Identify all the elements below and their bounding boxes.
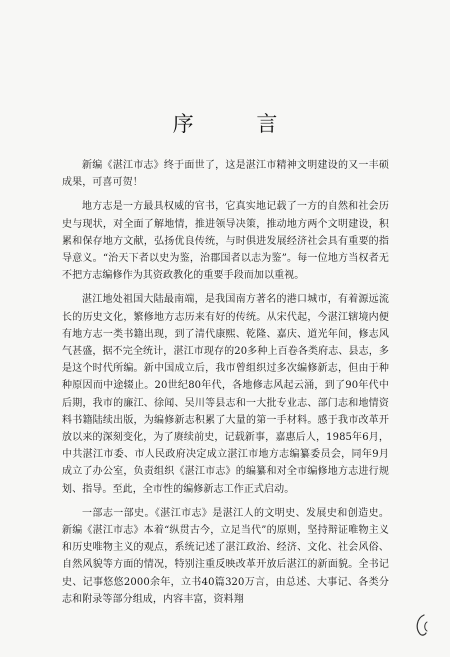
preface-body: [62, 157, 389, 608]
page-title: 序 言: [172, 112, 306, 136]
paragraph-2: 地方志是一方最具权威的官书，它真实地记载了一方的自然和社会历史与现状，对全面了解地情，推进领导决策，推动地方两个文明建设，积累和保存地方文献，弘扬优良传统，与时俱进发展经济社会具有重要的指导意义。“治天下者以史为鉴，治郡国者以志为鉴”。每一位地方当权者无不把方志编修作为其资政教化的重要手段而加以重视。: [62, 201, 389, 282]
handwritten-mark-icon: [412, 612, 432, 638]
paragraph-4: 一部志一部史。《湛江市志》是湛江人的文明史、发展史和创造史。新编《湛江市志》本着“纵贯古今，立足当代”的原则，坚持辩证唯物主义和历史唯物主义的观点，系统记述了湛江政治、经济、文化、社会风俗、自然风貌等方面的情况，特别注重反映改革开放后湛江的新面貌。全书记史、记事悠悠2000余年，立书40篇320万言，由总述、大事记、各类分志和附录等部分组成，内容丰富，资料翔: [62, 507, 389, 605]
paragraph-1: 新编《湛江市志》终于面世了，这是湛江市精神文明建设的又一丰硕成果，可喜可贺！: [62, 160, 389, 189]
paragraph-3: 湛江地处祖国大陆最南端，是我国南方著名的港口城市，有着源远流长的历史文化，繁修地方志历来有好的传统。从宋代起，今湛江辖境内便有地方志一类书籍出现，到了清代康熙、乾隆、嘉庆、道光年间，修志风气甚盛，据不完全统计，湛江市现存的20多种上百卷各类府志、县志，多是这个时代所编。新中国成立后，我市曾组织过多次编修新志，但由于种种原因而中途辍止。20世纪80年代，各地修志风起云涌，到了90年代中后期，我市的廉江、徐闻、吴川等县志和一大批专业志、部门志和地情资料书籍陆续出版，为编修新志积累了大量的第一手材料。感于我市改革开放以来的深刻变化，为了赓续前史，记载新事，嘉惠后人，1985年6月，中共湛江市委、市人民政府决定成立湛江市地方志编纂委员会，同年9月成立了办公室，负责组织《湛江市志》的编纂和对全市编修地方志进行规划、指导。至此，全市性的编修新志工作正式启动。: [62, 294, 389, 495]
